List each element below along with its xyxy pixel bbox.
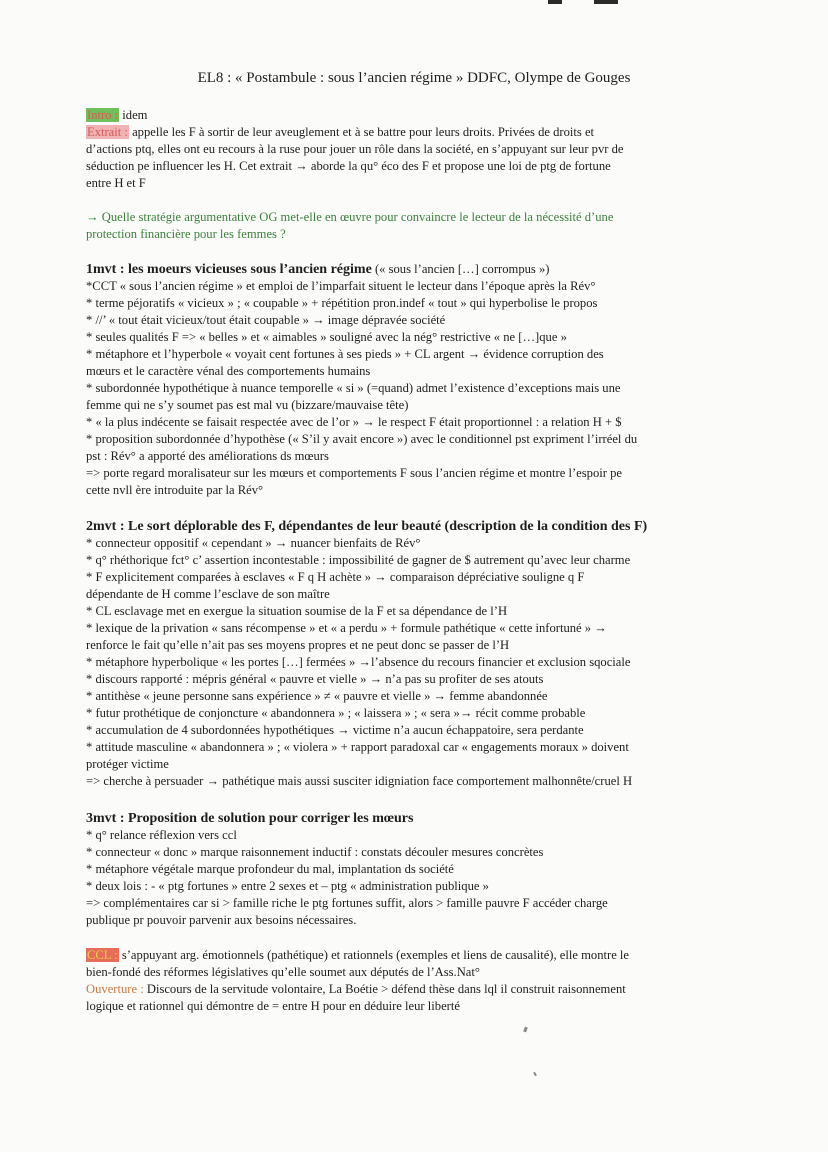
mvt2-line: * accumulation de 4 subordonnées hypothétiques → victime n’a aucun échappatoire, sera perdante — [86, 723, 584, 737]
mvt2-line: * antithèse « jeune personne sans expérience » ≠ « pauvre et vielle » → femme abandonnée — [86, 689, 548, 703]
mvt1-line: => porte regard moralisateur sur les mœurs et comportements F sous l’ancien régime et montre l’espoir pe — [86, 466, 622, 480]
intro-section — [86, 107, 742, 192]
extrait-line: séduction pe influencer les H. Cet extrait → aborde la qu° éco des F et propose une loi de ptg de fortune — [86, 159, 611, 173]
mvt1-line: mœurs et le caractère vénal des comportements humains — [86, 364, 371, 378]
intro-label: Intro : — [87, 108, 119, 122]
page-title: EL8 : « Postambule : sous l’ancien régime » DDFC, Olympe de Gouges — [197, 70, 631, 86]
extrait-label: Extrait : — [87, 125, 128, 139]
question-line: → Quelle stratégie argumentative OG met-elle en œuvre pour convaincre le lecteur de la nécessité d’une — [86, 210, 614, 224]
mvt1-line: pst : Rév° a apporté des améliorations ds mœurs — [86, 449, 329, 463]
mvt1-line: cette nvll ère introduite par la Rév° — [86, 483, 264, 497]
ouverture-line: Discours de la servitude volontaire, La Boétie > défend thèse dans lql il construit raisonnement — [143, 982, 626, 996]
mvt1-section — [86, 261, 742, 499]
mvt3-line: publique pr pouvoir parvenir aux besoins nécessaires. — [86, 913, 357, 927]
mvt1-line: femme qui ne s’y soumet pas est mal vu (bizzare/mauvaise tête) — [86, 398, 409, 412]
mvt2-line: * métaphore hyperbolique « les portes […] fermées » →l’absence du recours financier et exclusion sqociale — [86, 655, 631, 669]
mvt1-heading-extra: (« sous l’ancien […] corrompus ») — [371, 262, 550, 276]
extrait-line: entre H et F — [86, 176, 146, 190]
mvt2-heading: 2mvt : Le sort déplorable des F, dépendantes de leur beauté (description de la condition des F) — [86, 519, 648, 534]
mvt1-line: *CCT « sous l’ancien régime » et emploi de l’imparfait situent le lecteur dans l’époque après la Rév° — [86, 279, 596, 293]
extrait-line: appelle les F à sortir de leur aveuglement et à se battre pour leurs droits. Privées de droits et — [128, 125, 595, 139]
mvt2-section — [86, 518, 742, 790]
mvt3-line: * q° relance réflexion vers ccl — [86, 828, 237, 842]
mvt1-line: * subordonnée hypothétique à nuance temporelle « si » (=quand) admet l’existence d’exceptions mais une — [86, 381, 621, 395]
mvt2-line: => cherche à persuader → pathétique mais aussi susciter idigniation face comportement malhonnête/cruel H — [86, 774, 633, 788]
mvt1-line: * proposition subordonnée d’hypothèse (« S’il y avait encore ») avec le conditionnel pst expriment l’irréel du — [86, 432, 638, 446]
mvt1-line: * terme péjoratifs « vicieux » ; « coupable » + répétition pron.indef « tout » qui hyperbolise le propos — [86, 296, 598, 310]
scan-mark — [548, 0, 562, 4]
mvt2-line: * CL esclavage met en exergue la situation soumise de la F et sa dépendance de l’H — [86, 604, 508, 618]
mvt3-line: => complémentaires car si > famille riche le ptg fortunes suffit, alors > famille pauvre F accéder charge — [86, 896, 608, 910]
scan-mark — [594, 0, 618, 4]
mvt3-heading: 3mvt : Proposition de solution pour corriger les mœurs — [86, 811, 414, 826]
mvt2-line: * futur prothétique de conjoncture « abandonnera » ; « laissera » ; « sera »→ récit comme probable — [86, 706, 586, 720]
ouverture-label: Ouverture : — [86, 982, 144, 996]
mvt1-line: * métaphore et l’hyperbole « voyait cent fortunes à ses pieds » + CL argent → évidence corruption des — [86, 347, 604, 361]
question-line: protection financière pour les femmes ? — [86, 227, 286, 241]
mvt2-line: * attitude masculine « abandonnera » ; « violera » + rapport paradoxal car « engagements moraux » doivent — [86, 740, 629, 754]
mvt3-line: * métaphore végétale marque profondeur du mal, implantation ds société — [86, 862, 454, 876]
mvt1-line: * seules qualités F => « belles » et « aimables » souligné avec la nég° restrictive « ne […]que » — [86, 330, 567, 344]
ccl-label: CCL : — [87, 948, 118, 962]
mvt1-line: * « la plus indécente se faisait respectée avec de l’or » → le respect F était proportionnel : a relation H + $ — [86, 415, 622, 429]
conclusion-section — [86, 947, 742, 1015]
mvt2-line: * discours rapporté : mépris général « pauvre et vielle » → n’a pas su profiter de ses atouts — [86, 672, 544, 686]
mvt3-line: * deux lois : - « ptg fortunes » entre 2 sexes et – ptg « administration publique » — [86, 879, 489, 893]
intro-text: idem — [119, 108, 148, 122]
mvt2-line: protéger victime — [86, 757, 169, 771]
mvt2-line: renforce le fait qu’elle n’ait pas ses moyens propres et ne peut donc se passer de l’H — [86, 638, 510, 652]
scan-speck — [523, 1027, 528, 1033]
mvt1-heading: 1mvt : les moeurs vicieuses sous l’ancien régime — [86, 262, 372, 277]
mvt2-line: dépendante de H comme l’esclave de son maître — [86, 587, 330, 601]
extrait-line: d’actions ptq, elles ont eu recours à la ruse pour jouer un rôle dans la société, en s’appuyant sur leur pvr de — [86, 142, 624, 156]
ccl-line: s’appuyant arg. émotionnels (pathétique) et rationnels (exemples et liens de causalité), elle montre le — [118, 948, 630, 962]
mvt2-line: * q° rhéthorique fct° c’ assertion incontestable : impossibilité de gagner de $ autrement qu’avec leur charme — [86, 553, 631, 567]
mvt1-line: * //’ « tout était vicieux/tout était coupable » → image dépravée société — [86, 313, 446, 327]
scan-speck — [533, 1072, 537, 1076]
mvt2-line: * lexique de la privation « sans récompense » et « a perdu » + formule pathétique « cette infortuné » → — [86, 621, 607, 635]
mvt2-line: * F explicitement comparées à esclaves « F q H achète » → comparaison dépréciative souligne q F — [86, 570, 585, 584]
mvt3-section — [86, 810, 742, 929]
ouverture-line: logique et rationnel qui démontre de = entre H pour en déduire leur liberté — [86, 999, 460, 1013]
problematique — [86, 209, 742, 243]
mvt2-line: * connecteur oppositif « cependant » → nuancer bienfaits de Rév° — [86, 536, 421, 550]
ccl-line: bien-fondé des réformes législatives qu’elle soumet aux députés de l’Ass.Nat° — [86, 965, 480, 979]
mvt3-line: * connecteur « donc » marque raisonnement inductif : constats découler mesures concrètes — [86, 845, 544, 859]
